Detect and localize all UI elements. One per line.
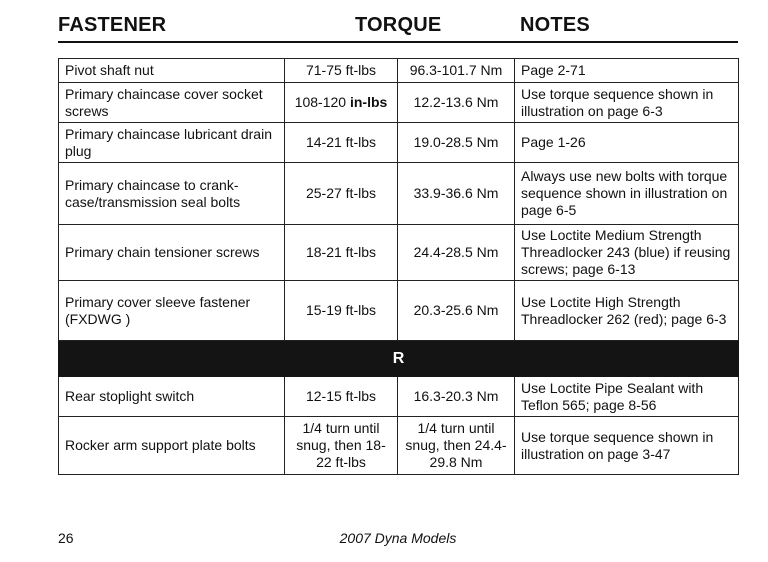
torque-cell: 1/4 turn until snug, then 18-22 ft-lbs (285, 417, 398, 475)
notes-cell: Use torque sequence shown in illustration on page 3-47 (515, 417, 739, 475)
torque-cell: 71-75 ft-lbs (285, 59, 398, 83)
metric-cell: 1/4 turn until snug, then 24.4-29.8 Nm (398, 417, 515, 475)
metric-cell: 19.0-28.5 Nm (398, 123, 515, 163)
table-row (59, 123, 739, 163)
fastener-cell: Rocker arm support plate bolts (59, 417, 285, 475)
torque-cell: 18-21 ft-lbs (285, 225, 398, 281)
fastener-cell: Rear stoplight switch (59, 377, 285, 417)
metric-cell: 24.4-28.5 Nm (398, 225, 515, 281)
metric-cell: 20.3-25.6 Nm (398, 281, 515, 341)
notes-cell: Use torque sequence shown in illustration on page 6-3 (515, 83, 739, 123)
table-row (59, 225, 739, 281)
torque-cell: 14-21 ft-lbs (285, 123, 398, 163)
torque-cell: 25-27 ft-lbs (285, 163, 398, 225)
table-row (59, 417, 739, 475)
torque-spec-table (58, 58, 739, 475)
table-row (59, 163, 739, 225)
fastener-cell: Primary chaincase lubricant drain plug (59, 123, 285, 163)
notes-cell: Always use new bolts with torque sequence shown in illustration on page 6-5 (515, 163, 739, 225)
fastener-cell: Pivot shaft nut (59, 59, 285, 83)
torque-cell (285, 83, 398, 123)
notes-cell: Use Loctite Pipe Sealant with Teflon 565; page 8-56 (515, 377, 739, 417)
metric-cell: 16.3-20.3 Nm (398, 377, 515, 417)
torque-cell: 12-15 ft-lbs (285, 377, 398, 417)
table-row (59, 83, 739, 123)
fastener-cell: Primary chaincase to crank-case/transmission seal bolts (59, 163, 285, 225)
notes-cell: Use Loctite High Strength Threadlocker 262 (red); page 6-3 (515, 281, 739, 341)
table-row (59, 281, 739, 341)
table-row (59, 377, 739, 417)
metric-cell: 96.3-101.7 Nm (398, 59, 515, 83)
page-number: 26 (58, 530, 74, 546)
header-rule (58, 41, 738, 43)
metric-cell: 33.9-36.6 Nm (398, 163, 515, 225)
notes-cell: Page 1-26 (515, 123, 739, 163)
torque-unit: in-lbs (349, 94, 388, 110)
metric-cell: 12.2-13.6 Nm (398, 83, 515, 123)
torque-cell: 15-19 ft-lbs (285, 281, 398, 341)
torque-value: 108-120 (294, 94, 347, 110)
notes-cell: Use Loctite Medium Strength Threadlocker 243 (blue) if reusing screws; page 6-13 (515, 225, 739, 281)
header-notes: NOTES (520, 14, 590, 36)
footer-title: 2007 Dyna Models (339, 530, 457, 546)
section-letter: R (59, 341, 739, 377)
table-row (59, 59, 739, 83)
fastener-cell: Primary cover sleeve fastener (FXDWG ) (59, 281, 285, 341)
fastener-cell: Primary chain tensioner screws (59, 225, 285, 281)
notes-cell: Page 2-71 (515, 59, 739, 83)
fastener-cell: Primary chaincase cover socket screws (59, 83, 285, 123)
header-torque: TORQUE (355, 14, 442, 36)
section-header-row (59, 341, 739, 377)
header-fastener: FASTENER (58, 14, 167, 36)
